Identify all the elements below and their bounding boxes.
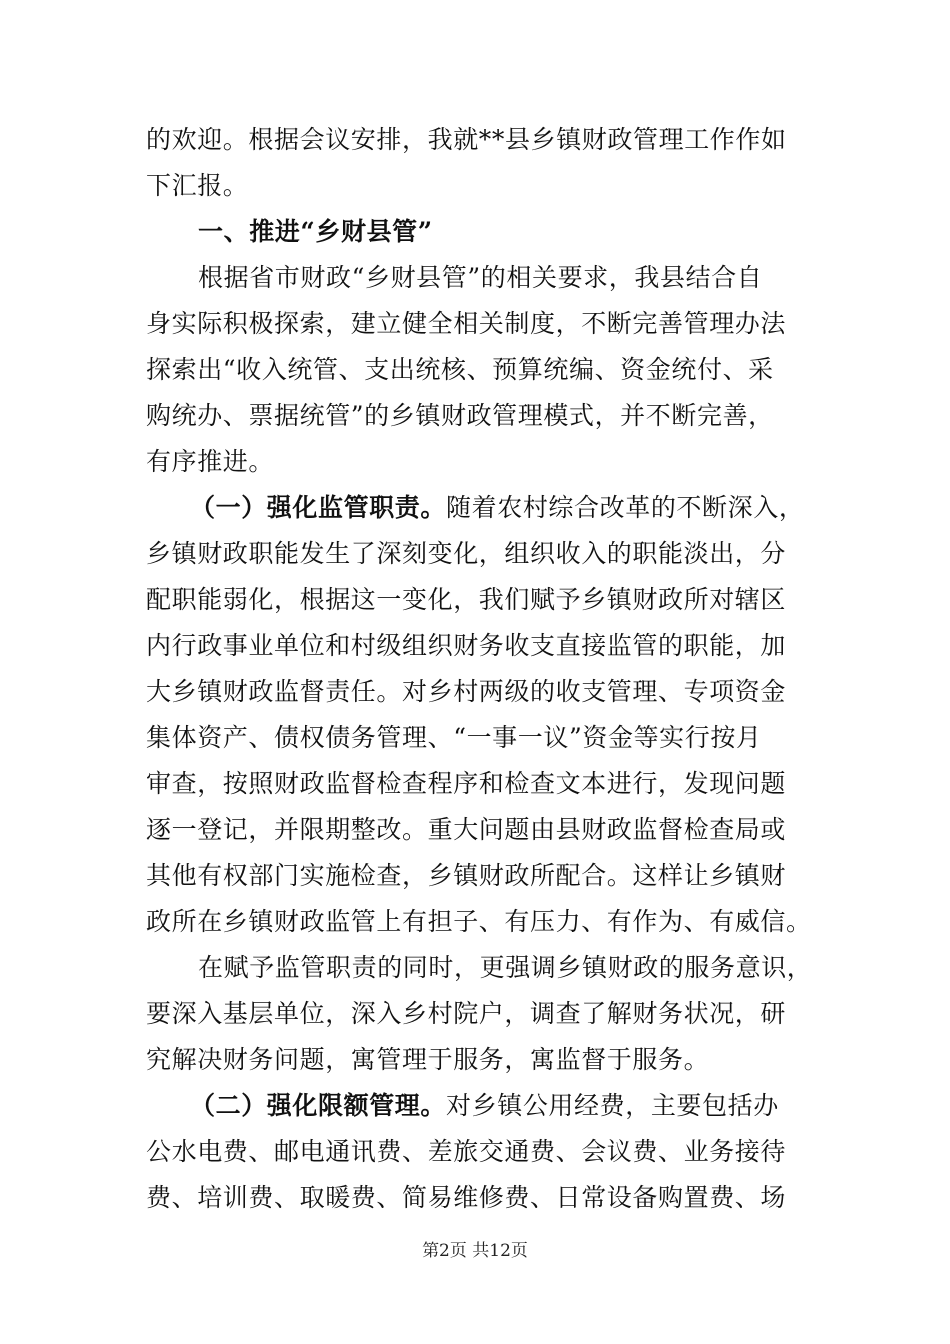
- subheading-two: （二）强化限额管理。: [190, 1091, 447, 1120]
- paragraph-line: 究解决财务问题，寓管理于服务，寓监督于服务。: [146, 1045, 710, 1074]
- paragraph-line: 集体资产、债权债务管理、“一事一议”资金等实行按月: [146, 723, 762, 752]
- paragraph-line: 费、培训费、取暖费、简易维修费、日常设备购置费、场: [146, 1183, 787, 1212]
- paragraph-line: 要深入基层单位，深入乡村院户，调查了解财务状况，研: [146, 999, 787, 1028]
- paragraph-line: 逐一登记，并限期整改。重大问题由县财政监督检查局或: [146, 815, 787, 844]
- paragraph-line: 内行政事业单位和村级组织财务收支直接监管的职能，加: [146, 631, 787, 660]
- paragraph-line: 审查，按照财政监督检查程序和检查文本进行，发现问题: [146, 769, 787, 798]
- paragraph-line: 下汇报。: [146, 171, 249, 200]
- paragraph-line: [190, 493, 804, 523]
- paragraph-line: [190, 1091, 779, 1121]
- paragraph-line: 乡镇财政职能发生了深刻变化，组织收入的职能淡出，分: [146, 539, 787, 568]
- page-number-footer: 第2页 共12页: [422, 1241, 528, 1261]
- paragraph-line: 的欢迎。根据会议安排，我就**县乡镇财政管理工作作如: [146, 125, 787, 154]
- paragraph-line: 配职能弱化，根据这一变化，我们赋予乡镇财政所对辖区: [146, 585, 787, 614]
- paragraph-line: 根据省市财政“乡财县管”的相关要求，我县结合自: [198, 263, 763, 292]
- paragraph-line: 公水电费、邮电通讯费、差旅交通费、会议费、业务接待: [146, 1137, 787, 1166]
- paragraph-line: 有序推进。: [146, 447, 275, 476]
- paragraph-text: 对乡镇公用经费，主要包括办: [446, 1091, 779, 1120]
- paragraph-text: 随着农村综合改革的不断深入，: [446, 493, 805, 522]
- paragraph-line: 在赋予监管职责的同时，更强调乡镇财政的服务意识，: [198, 953, 813, 982]
- paragraph-line: 身实际积极探索，建立健全相关制度，不断完善管理办法: [146, 309, 787, 338]
- subheading-one: （一）强化监管职责。: [190, 493, 447, 522]
- paragraph-line: 政所在乡镇财政监管上有担子、有压力、有作为、有威信。: [146, 907, 812, 936]
- paragraph-line: 其他有权部门实施检查，乡镇财政所配合。这样让乡镇财: [146, 861, 787, 890]
- paragraph-line: 大乡镇财政监督责任。对乡村两级的收支管理、专项资金: [146, 677, 787, 706]
- paragraph-line: 购统办、票据统管”的乡镇财政管理模式，并不断完善，: [146, 401, 774, 430]
- paragraph-line: 探索出“收入统管、支出统核、预算统编、资金统付、采: [146, 355, 774, 384]
- section-heading: 一、推进“乡财县管”: [198, 217, 433, 246]
